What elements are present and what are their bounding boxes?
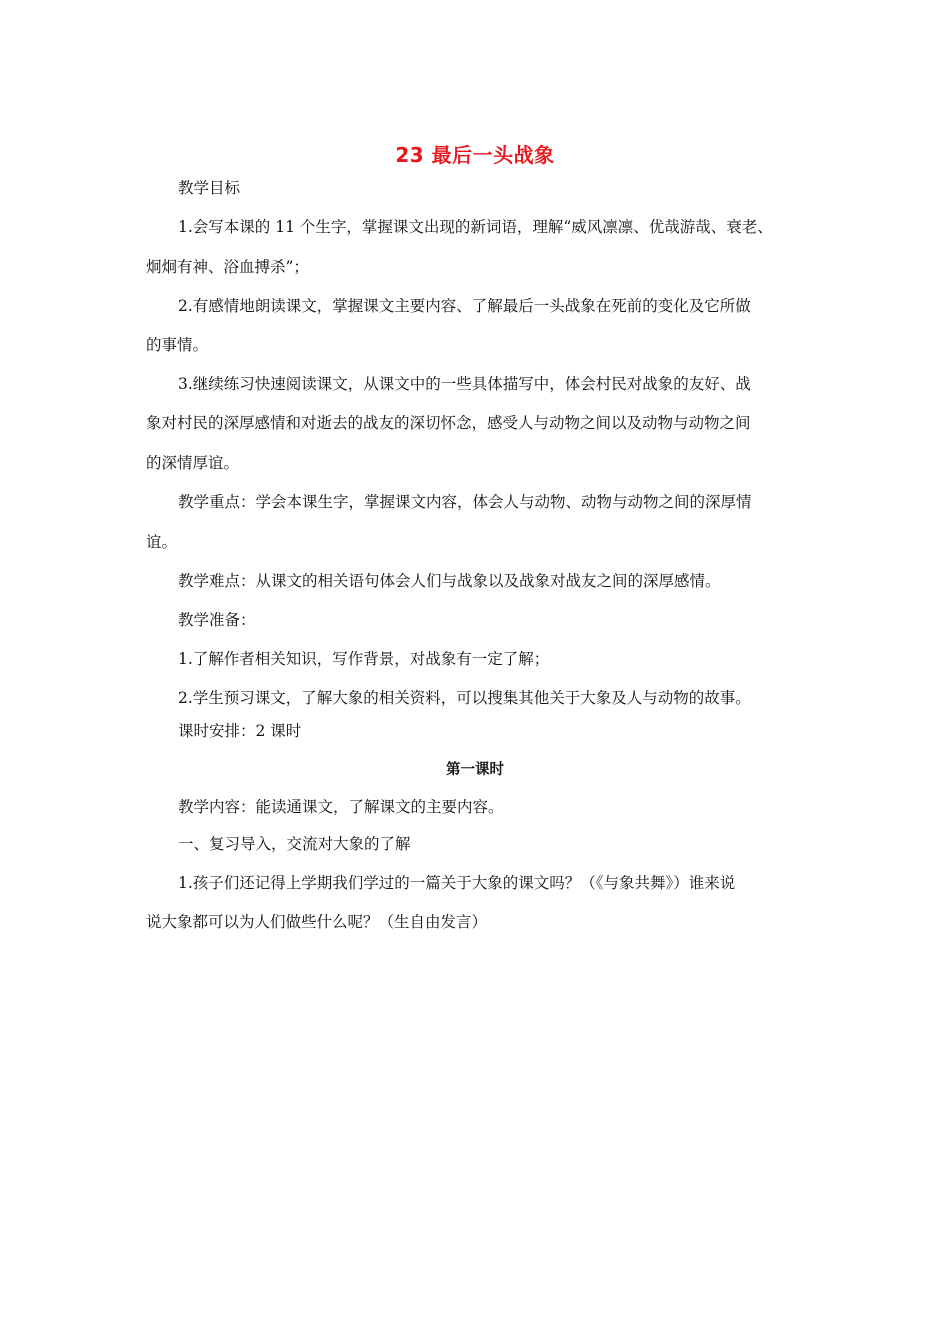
goal-1-line-2: 炯炯有神、浴血搏杀”；: [146, 258, 309, 276]
preparation-heading: 教学准备：: [178, 611, 256, 629]
goal-1-line-1: 1.会写本课的 11 个生字，掌握课文出现的新词语，理解“威风凛凛、优哉游哉、衰老、: [178, 218, 773, 236]
step-1-item-line-1: 1.孩子们还记得上学期我们学过的一篇关于大象的课文吗？（《与象共舞》）谁来说: [178, 874, 736, 892]
goal-3-line-2: 象对村民的深厚感情和对逝去的战友的深切怀念，感受人与动物之间以及动物与动物之间: [146, 414, 751, 432]
goal-3-line-1: 3.继续练习快速阅读课文，从课文中的一些具体描写中，体会村民对战象的友好、战: [178, 375, 751, 393]
goal-2-line-1: 2.有感情地朗读课文，掌握课文主要内容、了解最后一头战象在死前的变化及它所做: [178, 297, 751, 315]
goal-3-line-3: 的深情厚谊。: [146, 454, 240, 472]
schedule-line: 课时安排：2 课时: [178, 722, 302, 740]
document-title: 23 最后一头战象: [395, 143, 555, 167]
goal-2-line-2: 的事情。: [146, 336, 209, 354]
step-1-heading: 一、复习导入，交流对大象的了解: [178, 835, 411, 853]
section-heading-first-lesson: 第一课时: [446, 762, 504, 778]
heading-teaching-goals: 教学目标: [178, 179, 241, 197]
key-points-line-1: 教学重点：学会本课生字，掌握课文内容，体会人与动物、动物与动物之间的深厚情: [178, 493, 752, 511]
key-points-line-2: 谊。: [146, 533, 178, 551]
step-1-item-line-2: 说大象都可以为人们做些什么呢？（生自由发言）: [146, 913, 488, 931]
preparation-item-1: 1.了解作者相关知识，写作背景，对战象有一定了解；: [178, 650, 550, 668]
difficulties-line: 教学难点：从课文的相关语句体会人们与战象以及战象对战友之间的深厚感情。: [178, 572, 721, 590]
lesson-content-line: 教学内容：能读通课文，了解课文的主要内容。: [178, 798, 504, 816]
preparation-item-2: 2.学生预习课文，了解大象的相关资料，可以搜集其他关于大象及人与动物的故事。: [178, 689, 751, 707]
